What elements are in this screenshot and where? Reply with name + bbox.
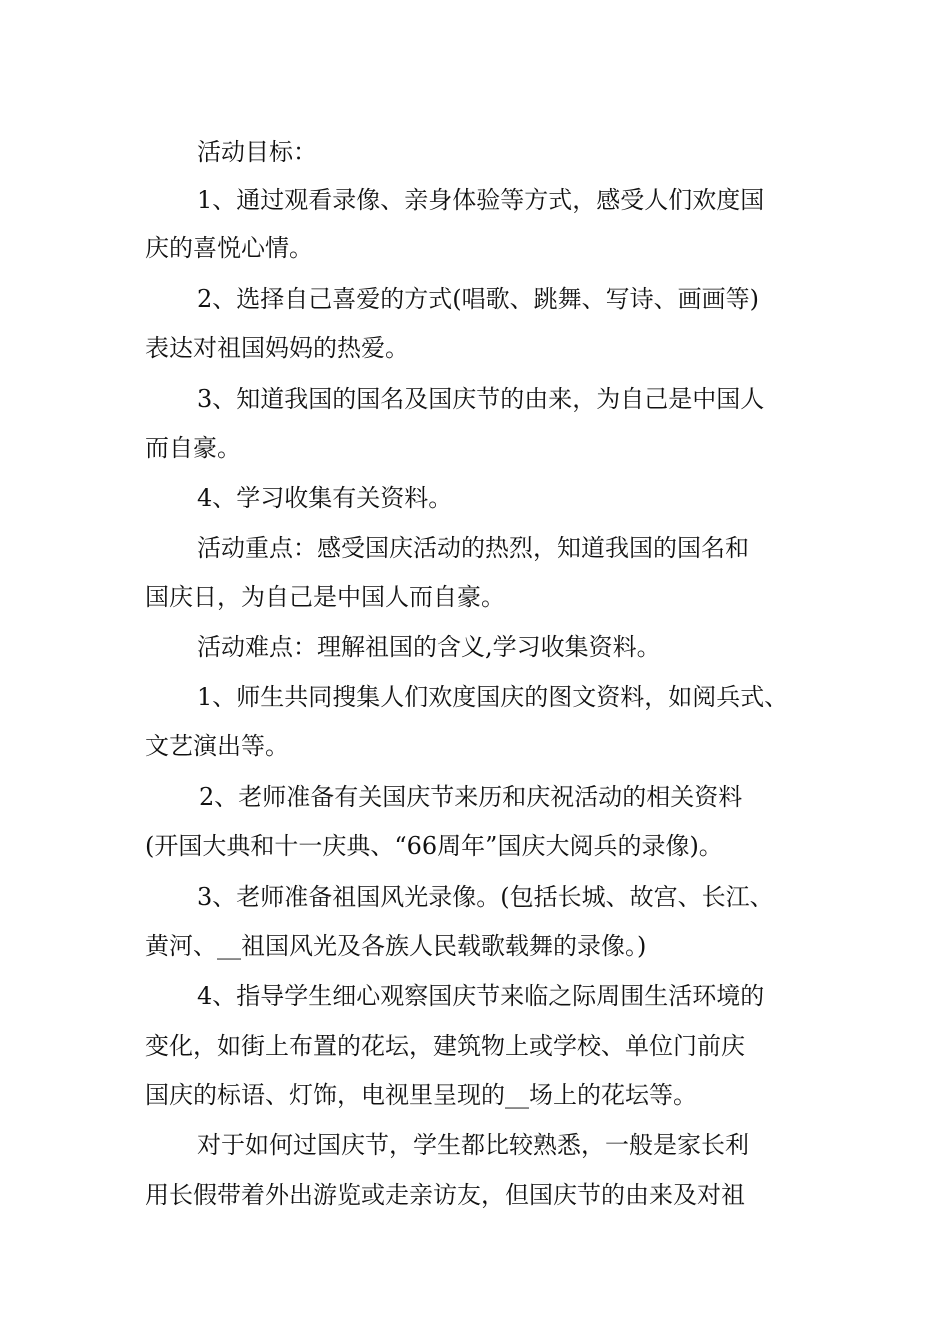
goal-1-line-1: 1、通过观看录像、亲身体验等方式，感受人们欢度国 — [197, 186, 765, 214]
body-paragraph-line-1: 对于如何过国庆节，学生都比较熟悉，一般是家长利 — [197, 1131, 749, 1159]
goal-1-line-2: 庆的喜悦心情。 — [145, 234, 313, 262]
difficulty-line: 活动难点：理解祖国的含义,学习收集资料。 — [197, 633, 661, 661]
prep-4-line-1: 4、指导学生细心观察国庆节来临之际周围生活环境的 — [197, 982, 765, 1010]
goal-4-line: 4、学习收集有关资料。 — [197, 484, 453, 512]
goal-3-line-1: 3、知道我国的国名及国庆节的由来，为自己是中国人 — [197, 385, 765, 413]
prep-3-line-2: 黄河、__祖国风光及各族人民载歌载舞的录像。) — [145, 932, 647, 960]
body-paragraph-line-2: 用长假带着外出游览或走亲访友，但国庆节的由来及对祖 — [145, 1181, 745, 1209]
key-point-line-1: 活动重点：感受国庆活动的热烈，知道我国的国名和 — [197, 534, 749, 562]
prep-4-line-2: 变化，如街上布置的花坛，建筑物上或学校、单位门前庆 — [145, 1032, 745, 1060]
prep-1-line-2: 文艺演出等。 — [145, 732, 289, 760]
prep-3-line-1: 3、老师准备祖国风光录像。(包括长城、故宫、长江、 — [197, 883, 774, 911]
prep-2-line-2: (开国大典和十一庆典、“66周年”国庆大阅兵的录像)。 — [145, 832, 723, 860]
goal-2-line-1: 2、选择自己喜爱的方式(唱歌、跳舞、写诗、画画等) — [197, 285, 759, 313]
heading-activity-goals: 活动目标： — [197, 138, 317, 166]
prep-1-line-1: 1、师生共同搜集人们欢度国庆的图文资料，如阅兵式、 — [197, 683, 789, 711]
prep-4-line-3: 国庆的标语、灯饰，电视里呈现的__场上的花坛等。 — [145, 1081, 697, 1109]
goal-2-line-2: 表达对祖国妈妈的热爱。 — [145, 334, 409, 362]
key-point-line-2: 国庆日，为自己是中国人而自豪。 — [145, 583, 505, 611]
prep-2-line-1: 2、老师准备有关国庆节来历和庆祝活动的相关资料 — [199, 783, 743, 811]
goal-3-line-2: 而自豪。 — [145, 434, 241, 462]
